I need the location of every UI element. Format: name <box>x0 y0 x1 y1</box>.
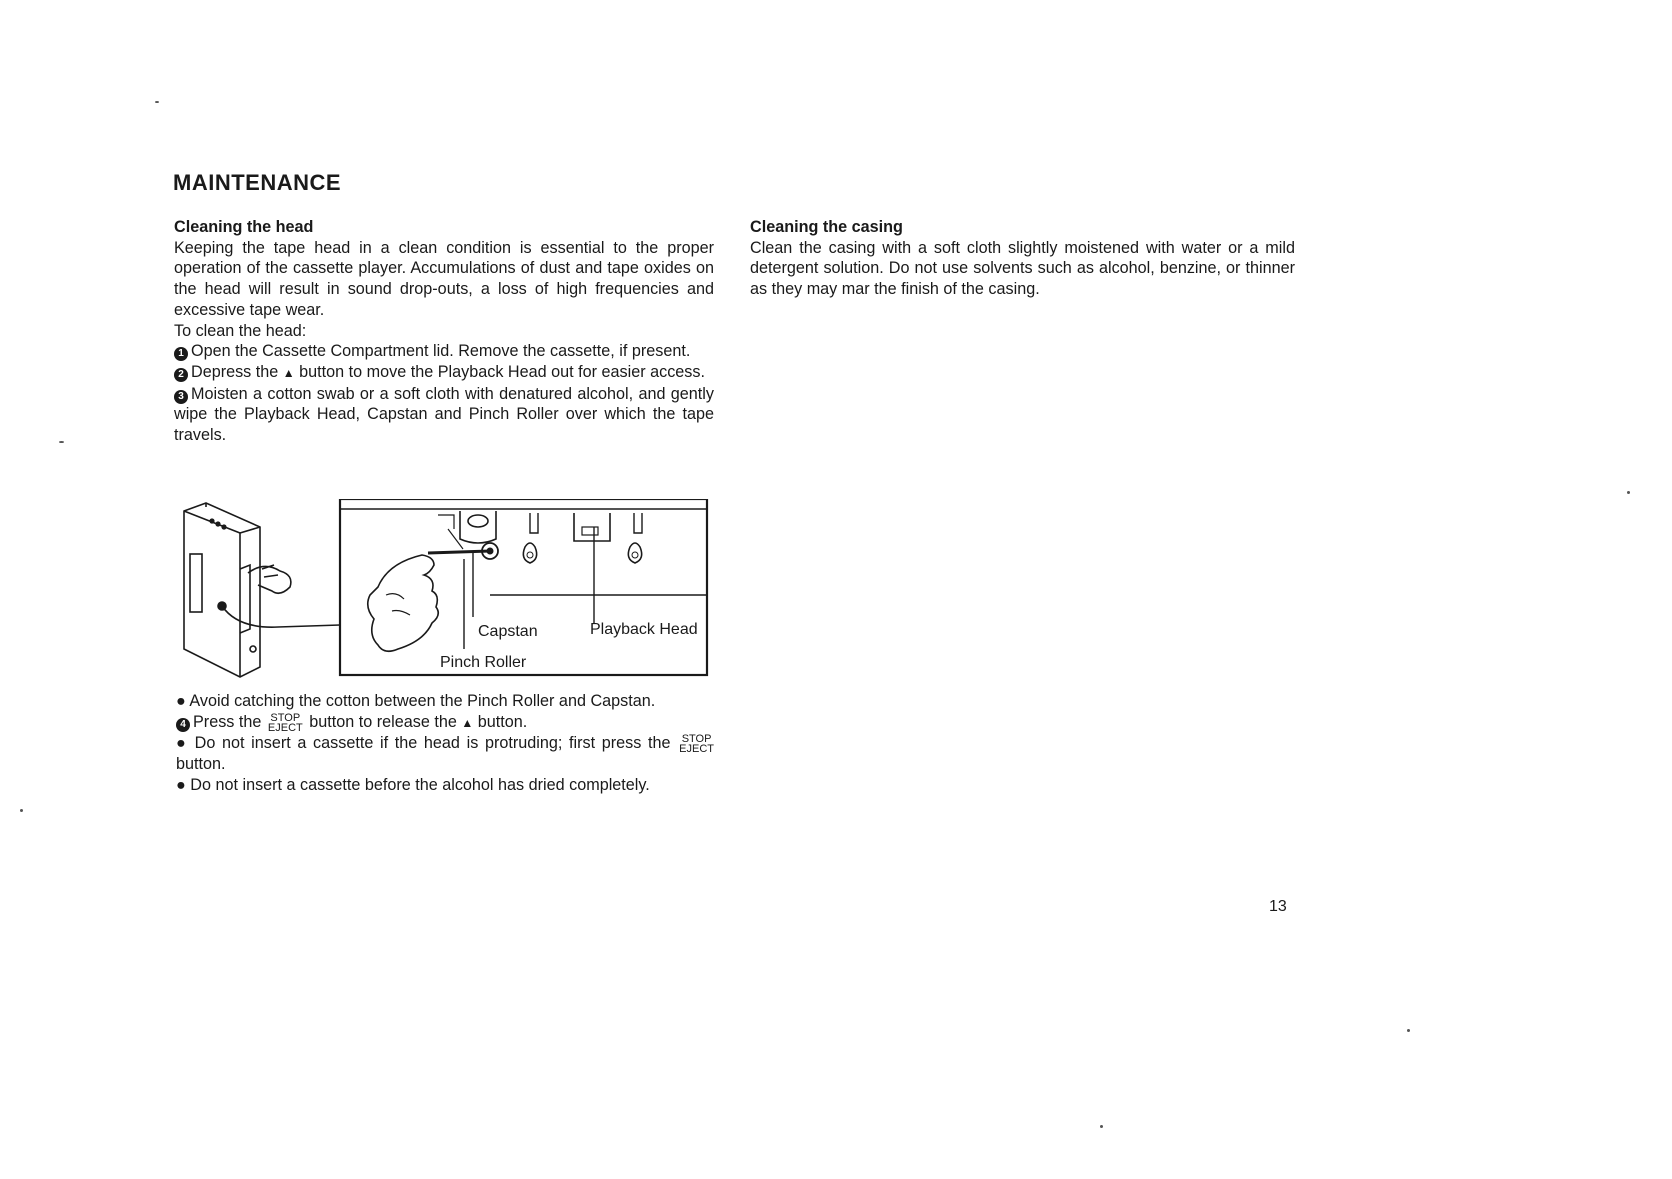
page-title: MAINTENANCE <box>173 170 342 195</box>
step-1-text: Open the Cassette Compartment lid. Remove the cassette, if present. <box>191 342 691 361</box>
step-2-text-post: button to move the Playback Head out for easier access. <box>299 362 705 381</box>
head-cleaning-illustration <box>178 499 711 681</box>
eject-label: EJECT <box>267 721 303 734</box>
scan-speck <box>155 101 159 103</box>
note-alcohol-dry-text: Do not insert a cassette before the alcohol has dried completely. <box>190 776 650 795</box>
cleaning-head-section <box>174 217 714 446</box>
to-clean-line: To clean the head: <box>174 321 307 340</box>
note-protruding-text-post: button. <box>176 755 226 774</box>
step-3-text: Moisten a cotton swab or a soft cloth with denatured alcohol, and gently wipe the Playback Head, Capstan and Pinch Roller over which the tape travels. <box>174 384 714 445</box>
scan-speck <box>20 809 23 812</box>
step-3-number: 3 <box>174 390 188 404</box>
step-2-text-pre: Depress the <box>191 362 279 381</box>
step-4-text-pre: Press the <box>193 712 262 731</box>
stop-eject-button-label <box>268 713 303 733</box>
step-3 <box>174 384 714 446</box>
step-4-text-post: button. <box>477 712 528 731</box>
note-avoid-catching <box>176 691 716 712</box>
page-number: 13 <box>1269 898 1287 915</box>
note-alcohol-dry <box>176 775 716 796</box>
eject-label: EJECT <box>679 743 715 756</box>
illustration-svg <box>178 499 711 681</box>
note-protruding-text-pre: Do not insert a cassette if the head is protruding; first press the <box>194 734 671 753</box>
note-do-not-insert-protruding <box>176 733 716 775</box>
step-1 <box>174 341 714 362</box>
cleaning-head-heading: Cleaning the head <box>174 218 314 236</box>
step-4-text-mid: button to release the <box>309 712 457 731</box>
bullet-icon: ● <box>176 692 186 710</box>
cleaning-casing-text: Clean the casing with a soft cloth slightly moistened with water or a mild detergent solution. Do not use solvents such as alcohol, benzine, or thinner as they may mar the finish of the casing. <box>750 238 1295 299</box>
scan-speck <box>1100 1125 1103 1128</box>
step-4-number: 4 <box>176 718 190 732</box>
cleaning-notes <box>176 691 716 796</box>
stop-label: STOP <box>270 711 301 724</box>
stop-eject-button-label <box>679 734 714 754</box>
eject-triangle-icon: ▲ <box>282 365 295 380</box>
cleaning-casing-section <box>750 217 1295 300</box>
scan-speck <box>59 441 64 443</box>
pinch-roller-label: Pinch Roller <box>440 654 527 671</box>
step-1-number: 1 <box>174 347 188 361</box>
step-2 <box>174 362 714 384</box>
step-4 <box>176 712 716 734</box>
cassette-player-drawing <box>184 503 340 677</box>
stop-label: STOP <box>681 733 712 746</box>
head-closeup-drawing <box>340 499 707 675</box>
note-avoid-catching-text: Avoid catching the cotton between the Pinch Roller and Capstan. <box>189 692 656 710</box>
cleaning-head-intro: Keeping the tape head in a clean condition is essential to the proper operation of the cassette player. Accumulations of dust and tape oxides on the head will result in sound drop-outs, a loss of high frequencies and excessive tape wear. <box>174 238 714 319</box>
playback-head-label: Playback Head <box>590 621 698 638</box>
bullet-icon: ● <box>176 734 188 753</box>
step-2-number: 2 <box>174 368 188 382</box>
cleaning-casing-heading: Cleaning the casing <box>750 218 903 236</box>
bullet-icon: ● <box>176 776 186 795</box>
scan-speck <box>1407 1029 1410 1032</box>
eject-triangle-icon: ▲ <box>461 715 474 730</box>
capstan-label: Capstan <box>478 623 538 640</box>
scan-speck <box>1627 491 1630 494</box>
